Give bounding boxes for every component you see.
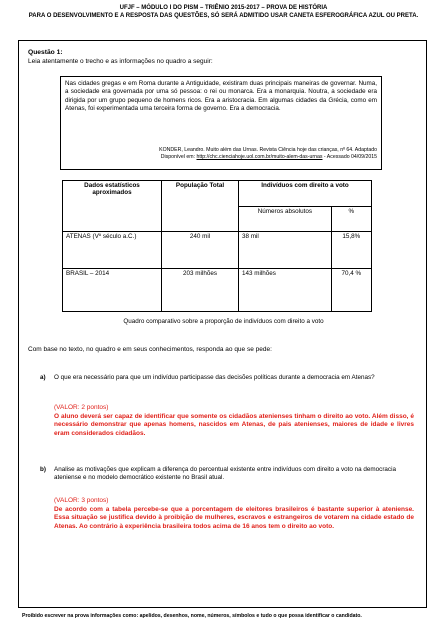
header-voters: Indivíduos com direito a voto	[239, 181, 372, 207]
statistics-table	[62, 180, 372, 312]
item-answer-text: O aluno deverá ser capaz de identificar que somente os cidadãos atenienses tinham o direito ao voto. Além disso, é necessário demonstrar que apenas homens, nascidos em Atenas, de pais atenienses, maiores de idade e livres eram considerados cidadãos.	[54, 412, 414, 437]
row-population: 240 mil	[162, 232, 239, 269]
question-intro: Leia atentamente o trecho e as informações no quadro a seguir:	[28, 58, 213, 65]
item-a-answer	[54, 404, 414, 438]
reference-link[interactable]: http://chc.cienciahoje.uol.com.br/muito-alem-das-urnas	[196, 154, 323, 160]
item-letter: b)	[40, 466, 46, 473]
header-absolute: Números absolutos	[239, 206, 332, 232]
row-population: 203 milhões	[162, 269, 239, 312]
reference-citation: KONDER, Leandro. Muito além das Urnas. Revista Ciência hoje das crianças, nº 64. Adaptado	[159, 147, 377, 153]
excerpt-text: Nas cidades gregas e em Roma durante a Antiguidade, existiram duas principais maneiras de governar. Numa, a sociedade era governada por uma só pessoa: o rei ou monarca. Era a monarquia. Noutra, a sociedade era dirigida por um grupo pequeno de homens ricos. Era a aristocracia. Em algumas cidades da Grécia, como em Atenas, foi experimentada uma terceira forma de governo. Era a democracia.	[65, 80, 377, 113]
header-instruction: PARA O DESENVOLVIMENTO E A RESPOSTA DAS QUESTÕES, SÓ SERÁ ADMITIDO USAR CANETA ESFEROGRÁFICA AZUL OU PRETA.	[28, 13, 419, 19]
excerpt-box	[60, 76, 382, 170]
item-question-text: O que era necessário para que um indivíduo participasse das decisões políticas durante a democracia em Atenas?	[54, 374, 375, 381]
reference-accessed: - Acessado 04/09/2015	[322, 154, 377, 160]
header-stats: Dados estatísticos aproximados	[63, 181, 162, 232]
item-b-question	[40, 466, 410, 483]
item-b-answer	[54, 497, 414, 531]
item-letter: a)	[40, 374, 46, 381]
excerpt-reference	[65, 147, 377, 161]
row-absolute: 38 mil	[239, 232, 332, 269]
row-place: BRASIL – 2014	[63, 269, 162, 312]
table-caption: Quadro comparativo sobre a proporção de indivíduos com direito a voto	[123, 318, 324, 325]
reference-prefix: Disponível em:	[160, 154, 197, 160]
header-title: UFJF – MÓDULO I DO PISM – TRIÊNIO 2015-2017 – PROVA DE HISTÓRIA	[119, 5, 328, 11]
row-place: ATENAS (Vº século a.C.)	[63, 232, 162, 269]
header-percent: %	[331, 206, 371, 232]
instruction-lead: Com base no texto, no quadro e em seus conhecimentos, responda ao que se pede:	[28, 346, 272, 353]
table-row	[63, 269, 372, 312]
question-title: Questão 1:	[28, 49, 63, 56]
page-header	[0, 4, 447, 20]
row-percent: 70,4 %	[331, 269, 371, 312]
reference-availability	[65, 154, 377, 161]
item-question-text: Analise as motivações que explicam a diferença do percentual existente entre indivíduos com direito a voto na democracia ateniense e no modelo democrático existente no Brasil atual.	[54, 466, 396, 482]
item-value: (VALOR: 3 pontos)	[54, 497, 109, 504]
row-absolute: 143 milhões	[239, 269, 332, 312]
row-percent: 15,8%	[331, 232, 371, 269]
header-population: População Total	[162, 181, 239, 232]
item-value: (VALOR: 2 pontos)	[54, 404, 109, 411]
table-row	[63, 232, 372, 269]
item-a-question	[40, 374, 410, 382]
table-header-row	[63, 181, 372, 207]
page-footer: Proibido escrever na prova informações como: apelidos, desenhos, nome, números, símbolos e tudo o que possa identificar o candidato.	[22, 613, 362, 619]
item-answer-text: De acordo com a tabela percebe-se que a porcentagem de eleitores brasileiros é bastante superior à ateniense. Essa situação se justifica devido à proibição de mulheres, escravos e estrangeiros de votarem na cidade estado de Atenas. Ao contrário à experiência brasileira todos acima de 16 anos tem o direito ao voto.	[54, 505, 414, 530]
